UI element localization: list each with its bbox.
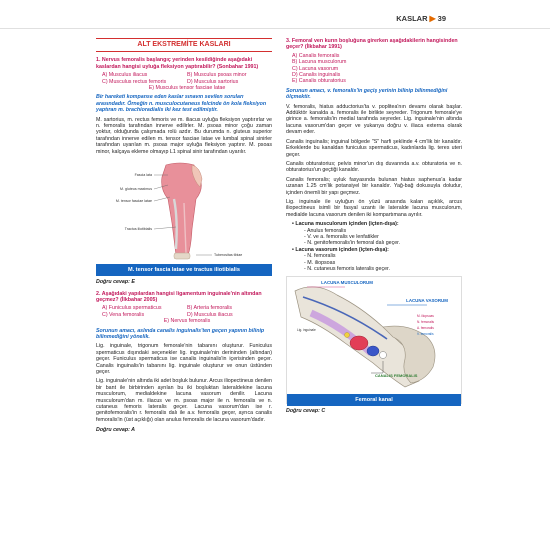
lacuna-list bbox=[292, 221, 462, 272]
question-text: Femoral ven kurın boşluğuna girerken aşağıdakilerin hangisinden geçer? (İlkbahar 1991) bbox=[286, 38, 458, 51]
option-c: C) Vena femoralis bbox=[102, 311, 145, 318]
paragraph-r5: Lig. inguinale ile uyluğun ön yüzü arasında kalan açıklık, arcus iliopectineus isimli bir fasyal uzantı ile lateralde lacuna musculorum, medialde lacuna vasorum denilen iki kompartımana ayrılır. bbox=[286, 198, 462, 218]
note-3: Sorunun amacı, v. femoralis'in geçiş yerinin bilinip bilinmediğini ölçmektir. bbox=[286, 87, 448, 101]
option-b: B) Lacuna musculorum bbox=[292, 59, 347, 66]
list-2-title: • Lacuna vasorum içinden (içten-dışa): bbox=[292, 246, 389, 253]
question-2-options bbox=[96, 305, 272, 324]
fig-label-tensor: M. tensor fasciae latae bbox=[115, 199, 152, 204]
answer-3: Doğru cevap: C bbox=[286, 408, 326, 415]
list-item: - M. iliopsoas bbox=[304, 259, 336, 266]
right-column bbox=[286, 38, 462, 420]
option-a: A) Canalis femoralis bbox=[292, 52, 340, 59]
femoral-canal-illustration bbox=[287, 277, 461, 391]
question-number: 1. bbox=[96, 57, 101, 64]
option-d: D) Musculus sartorius bbox=[187, 78, 239, 85]
list-item-text: N. genitofemoralis'in femoral dalı geçer. bbox=[307, 240, 401, 247]
question-number: 3. bbox=[286, 38, 291, 44]
fig-label-fascia-lata: Fascia lata bbox=[134, 173, 152, 178]
fig-small-label: V. femoralis bbox=[417, 332, 434, 337]
answer-2: Doğru cevap: A bbox=[96, 427, 135, 434]
option-d: D) Canalis inguinalis bbox=[292, 72, 341, 79]
fig-label-canalis-femoralis: CANALIS FEMORALIS bbox=[375, 373, 418, 379]
option-b: B) Musculus psoas minor bbox=[187, 72, 247, 79]
femoral-canal-figure bbox=[286, 276, 462, 404]
thigh-figure bbox=[96, 159, 272, 275]
list-item-text: M. iliopsoas bbox=[307, 259, 336, 266]
header-rule bbox=[0, 28, 550, 29]
fig-label-tuberositas: Tuberositas tibiae bbox=[214, 253, 243, 258]
list-item: - N. genitofemoralis'in femoral dalı geçer. bbox=[304, 240, 401, 247]
note-1: Bir hareketi kompanse eden kaslar sınavın sevilen soruları arasındadır. Örneğin n. musculocutaneus felcinde ön kola fleksiyon yaptıran m. brachioradialis iki kez test edilmiştir. bbox=[96, 94, 267, 114]
option-c: C) Musculus rectus femoris bbox=[102, 78, 167, 85]
list-item: - V. ve a. femoralis ve lenfatikler bbox=[304, 233, 379, 240]
left-column bbox=[96, 38, 272, 439]
figure-caption: Femoral kanal bbox=[287, 394, 461, 406]
list-item-text: V. ve a. femoralis ve lenfatikler bbox=[307, 233, 379, 240]
list-title: Lacuna musculorum içinden (içten-dışa): bbox=[295, 221, 399, 228]
fig-label-gluteus: M. gluteus maximus bbox=[120, 187, 152, 192]
question-text: Nervus femoralis başlangıç yerinden kesildiğinde aşağıdaki kaslardan hangisi uyluğa fleksiyon yaptırabilir? (Sonbahar 1991) bbox=[96, 57, 259, 70]
fig-label-lacuna-vasorum: LACUNA VASORUM bbox=[406, 298, 448, 304]
list-1-title: • Lacuna musculorum içinden (içten-dışa): bbox=[292, 221, 399, 228]
question-1 bbox=[96, 57, 272, 70]
page-number: 39 bbox=[437, 14, 446, 23]
paragraph-r1: V. femoralis, hiatus adductorius'ta v. poplitea'nın devamı olarak başlar. Addüktör kanalda a. femoralis ile birlikte seyreder. Trigonum femorale'ye girince a. femoralis'in medial tarafında seyreder. Lig. inguinale'nin altında lacuna vasorum'dan geçer ve yukarıya doğru v. iliaca externa olarak devam eder. bbox=[286, 103, 462, 136]
paragraph-r2: Canalis inguinalis; inguinal bölgede "S" harfi şeklinde 4 cm'lik bir kanaldır. Erkeklerde bu kanaldan funiculus spermaticus, kadınlarda lig. teres uteri geçer. bbox=[286, 138, 462, 158]
note-2: Sorunun amacı, aslında canalis inguinalis'ten geçen yapının bilinip bilinmediğini yönelik. bbox=[96, 327, 265, 340]
option-e: E) Nervus femoralis bbox=[163, 318, 211, 325]
paragraph-2: Lig. inguinale, trigonum femorale'nin tabanını oluşturur. Funiculus spermaticus dışındaki seçenekler lig. inguinale'nin derininden (altından) geçer. Funiculus spermaticus ise canalis inguinalis'in içerisinden geçer. Canalis inguinalis'in tabanını lig. inguinale oluşturur ve onun üstünden geçer. bbox=[96, 343, 272, 375]
paragraph-r3: Canalis obturatorius; pelvis minor'un dış duvarında a.v. obturatoria ve n. obturatorius'un geçtiği kanaldır. bbox=[286, 160, 462, 174]
question-number: 2. bbox=[96, 290, 101, 297]
header-title: KASLAR bbox=[396, 14, 428, 23]
list-title: Lacuna vasorum içinden (içten-dışa): bbox=[295, 246, 389, 253]
question-3 bbox=[286, 38, 462, 51]
fig-small-label: A. femoralis bbox=[417, 326, 434, 331]
figure-caption: M. tensor fascia latae ve tractus iliotibialis bbox=[96, 264, 272, 276]
option-e: E) Musculus tensor fasciae latae bbox=[148, 85, 226, 92]
fig-label-tractus: Tractus iliotibialis bbox=[124, 227, 152, 232]
paragraph-1: M. sartorius, m. rectus femoris ve m. iliacus uyluğa fleksiyon yaptırırlar ve n. femoralis tarafından innerve edilirler. M. psoas minor çoğu zaman yoktur, olduğunda çalışmada rolü azdır. Bu durumda n. gluteus superior tarafından innerve edilen m. tensor fasciae latae ve lumbal spinal sinirler tarafından uyarılan m. psoas major uyluğa fleksiyon yaptırır. M. psoas minor, kalçaya ekleme olmayıp L1 spinal sinir tarafından uyarılır. bbox=[96, 116, 272, 155]
option-c: C) Lacuna vasorum bbox=[292, 65, 339, 72]
fig-small-label: N. femoralis bbox=[417, 320, 435, 325]
fig-label-lacuna-musculorum: LACUNA MUSCULORUM bbox=[321, 280, 373, 286]
question-1-options bbox=[96, 72, 272, 91]
thigh-muscle-illustration bbox=[96, 159, 272, 261]
section-title: ALT EKSTREMİTE KASLARI bbox=[96, 38, 272, 52]
page-header bbox=[396, 14, 446, 23]
option-e: E) Canalis obturatorius bbox=[292, 78, 346, 85]
option-b: B) Arteria femoralis bbox=[187, 305, 233, 312]
fig-small-label: M. iliopsoas bbox=[417, 314, 434, 319]
list-item: - N. femoralis bbox=[304, 253, 336, 260]
option-a: A) Funiculus spermaticus bbox=[102, 305, 162, 312]
question-2 bbox=[96, 291, 272, 304]
list-item-text: Anulus femoralis bbox=[306, 227, 347, 234]
list-item: - Anulus femoralis bbox=[304, 227, 347, 234]
list-item-text: N. cutaneus femoris lateralis geçer. bbox=[307, 266, 390, 272]
option-d: D) Musculus iliacus bbox=[187, 311, 233, 318]
header-arrow-icon: ▶ bbox=[429, 14, 436, 23]
question-text: Aşağıdaki yapılardan hangisi ligamentum inguinale'nin altından geçmez? (İlkbahar 2005) bbox=[96, 290, 262, 303]
paragraph-3: Lig. inguinale'nin altında iki adet boşluk bulunur. Arcus iliopectineus denilen bir bant ile birbirinden ayrılan bu iki boşluktan lateraldekine lacuna musculorum, medialdekine lacuna vasorum denilir. Lacuna musculorum'dan m. iliacus ve m. psoas major ile n. femoralis ve n. cutaneus femoris lateralis geçer. Lacuna vasorum'dan ise r. genitofemoralis'in r. femoralis dalı ile a.v. femoralis geçer, ayrıca canalis femoralis'in (üst açıklığı) olan anulus femoralis de lacuna vasorum'dadır. bbox=[96, 378, 272, 423]
fig-small-label: Lig. inguinale bbox=[297, 328, 316, 333]
list-item-text: N. femoralis bbox=[307, 253, 336, 260]
answer-1: Doğru cevap: E bbox=[96, 279, 135, 286]
list-item: - N. cutaneus femoris lateralis geçer. bbox=[304, 266, 390, 272]
option-a: A) Musculus iliacus bbox=[102, 72, 148, 79]
question-3-options bbox=[286, 53, 462, 85]
paragraph-r4: Canalis femoralis; uyluk fasyasında bulunan hiatus saphenus'a kadar uzanan 1.25 cm'lik potansiyel bir kanaldır. Yağ-bağ dokusuyla doludur, içinden önemli bir yapı geçmez. bbox=[286, 176, 462, 196]
